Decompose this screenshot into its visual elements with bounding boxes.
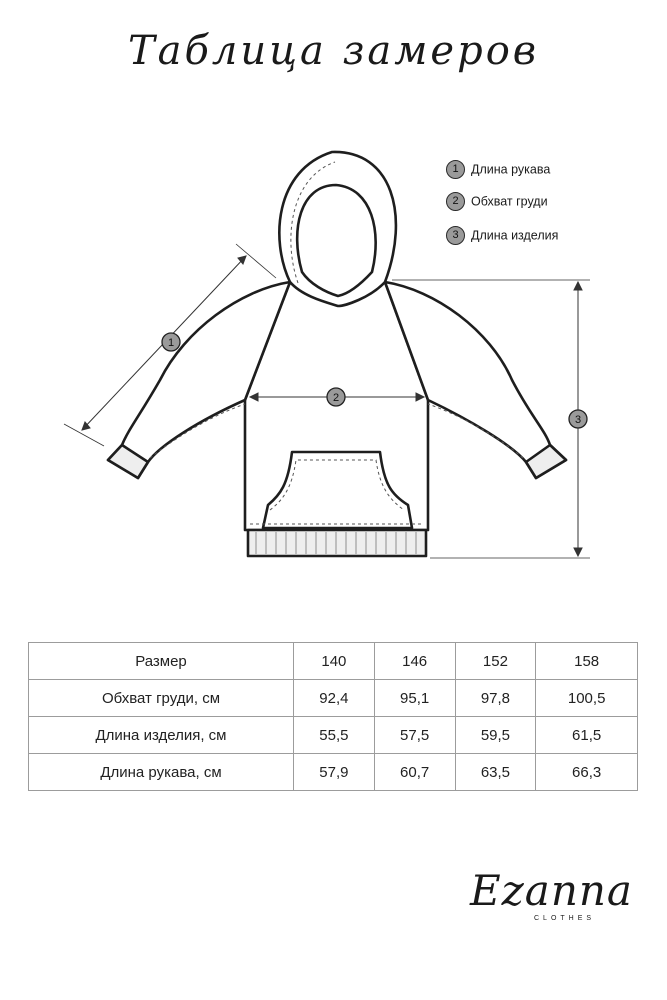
legend-badge: 3 [446,226,465,245]
table-row [29,754,638,791]
table-cell: 66,3 [536,754,638,791]
legend-label: Обхват груди [471,194,548,209]
table-row [29,717,638,754]
marker-3 [569,410,587,428]
table-row-label: Обхват груди, см [29,680,294,717]
table-cell: 60,7 [374,754,455,791]
table-cell: 57,5 [374,717,455,754]
svg-text:3: 3 [574,414,582,426]
table-header-cell: 152 [455,643,536,680]
page-title: Таблица замеров [127,28,540,74]
svg-text:2: 2 [332,392,340,404]
legend-label: Длина рукава [471,162,551,177]
hoodie-diagram [0,130,667,570]
table-header-cell: 146 [374,643,455,680]
table-cell: 63,5 [455,754,536,791]
marker-1 [162,333,180,351]
legend-item-sleeve-length [446,160,550,179]
table-header-cell: 158 [536,643,638,680]
table-cell: 100,5 [536,680,638,717]
table-row-label: Длина изделия, см [29,717,294,754]
table-row [29,680,638,717]
table-cell: 59,5 [455,717,536,754]
legend-item-length [446,226,558,245]
brand-subtitle: CLOTHES [534,915,596,922]
marker-2 [327,388,345,406]
legend-badge: 2 [446,192,465,211]
table-cell: 61,5 [536,717,638,754]
legend-badge: 1 [446,160,465,179]
table-header-label: Размер [29,643,294,680]
waistband [248,530,426,556]
size-table [28,642,638,791]
svg-text:1: 1 [167,337,175,349]
table-cell: 97,8 [455,680,536,717]
table-cell: 92,4 [294,680,375,717]
table-cell: 55,5 [294,717,375,754]
table-cell: 57,9 [294,754,375,791]
brand-logo: Ezanna [470,866,633,915]
legend-label: Длина изделия [471,228,559,243]
table-header-row [29,643,638,680]
hood-opening [297,185,375,296]
table-header-cell: 140 [294,643,375,680]
table-cell: 95,1 [374,680,455,717]
table-row-label: Длина рукава, см [29,754,294,791]
legend-item-chest [446,192,548,211]
